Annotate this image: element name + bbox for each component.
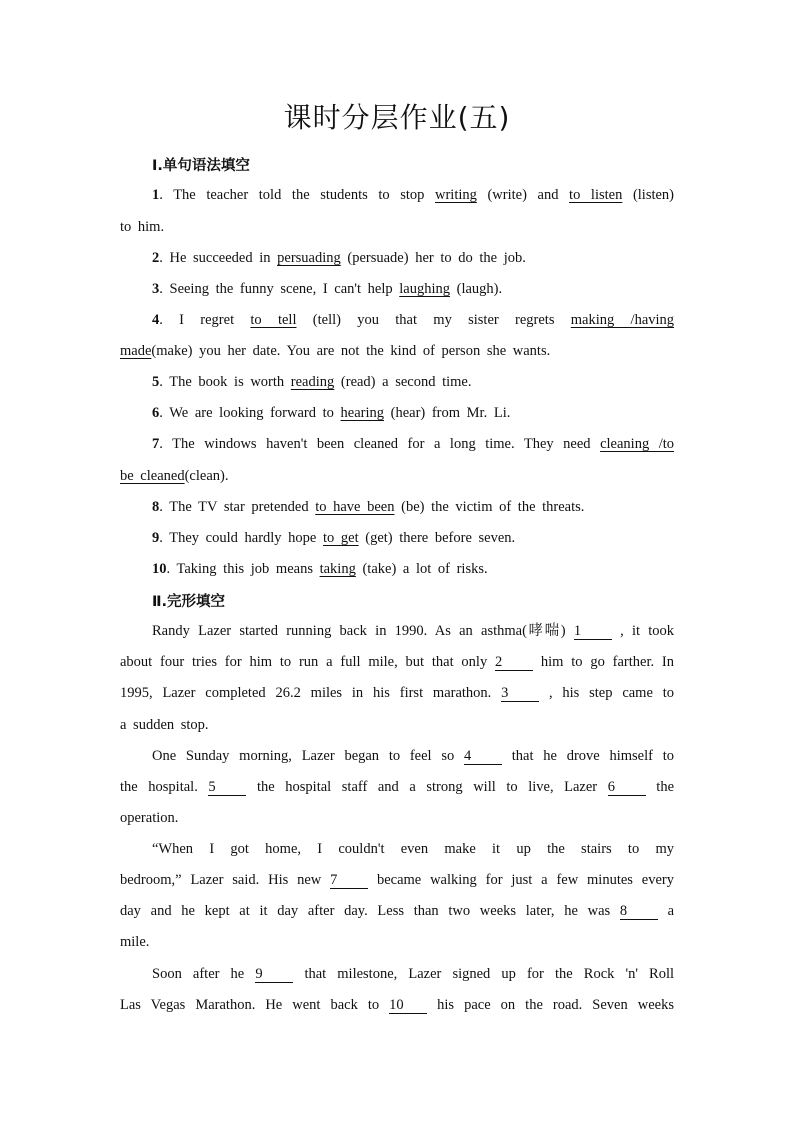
cloze-line: mile.	[120, 934, 150, 950]
cloze-line: Las Vegas Marathon. He went back to 10 his pace on the road. Seven weeks	[120, 997, 674, 1013]
answer: to listen	[569, 187, 623, 203]
blank-7: 7	[330, 872, 368, 889]
question-4: 4. I regret to tell (tell) you that my sister regrets making /having	[152, 312, 675, 328]
cloze-line: bedroom,” Lazer said. His new 7 became walking for just a few minutes every	[120, 872, 674, 888]
blank-10: 10	[389, 997, 427, 1014]
answer: to have been	[315, 499, 395, 515]
page-title: 课时分层作业(五)	[283, 101, 511, 134]
answer: to get	[323, 530, 359, 546]
blank-3: 3	[501, 685, 539, 702]
cloze-line: the hospital. 5 the hospital staff and a strong will to live, Lazer 6 the	[120, 779, 675, 795]
cloze-line: day and he kept at it day after day. Less than two weeks later, he was 8 a	[120, 903, 675, 919]
question-number: 1	[152, 187, 160, 203]
answer: cleaning /to	[600, 436, 675, 452]
question-1: 1. The teacher told the students to stop writing (write) and to listen (listen)	[152, 187, 675, 203]
question-7: 7. The windows haven't been cleaned for a long time. They need cleaning /to	[152, 436, 675, 452]
blank-9: 9	[255, 966, 293, 983]
cloze-line: Soon after he 9 that milestone, Lazer signed up for the Rock 'n' Roll	[152, 966, 675, 982]
blank-5: 5	[208, 779, 246, 796]
question-6: 6. We are looking forward to hearing (hear) from Mr. Li.	[152, 405, 511, 421]
question-10: 10. Taking this job means taking (take) a lot of risks.	[152, 561, 488, 577]
cloze-line: Randy Lazer started running back in 1990. As an asthma(哮喘) 1 , it took	[152, 623, 675, 639]
answer: taking	[319, 561, 356, 577]
answer: persuading	[277, 250, 341, 266]
cloze-line: 1995, Lazer completed 26.2 miles in his first marathon. 3 , his step came to	[120, 685, 674, 701]
blank-4: 4	[464, 748, 502, 765]
answer: be cleaned	[120, 468, 185, 484]
blank-6: 6	[608, 779, 646, 796]
answer: hearing	[340, 405, 384, 421]
answer: to tell	[250, 312, 297, 328]
answer: laughing	[399, 281, 451, 297]
section-heading-grammar: Ⅰ.单句语法填空	[152, 158, 250, 174]
blank-8: 8	[620, 903, 658, 920]
question-3: 3. Seeing the funny scene, I can't help laughing (laugh).	[152, 281, 503, 297]
question-1-continued: to him.	[120, 219, 165, 235]
cloze-line: a sudden stop.	[120, 717, 209, 733]
section-heading-cloze: Ⅱ.完形填空	[152, 594, 226, 610]
blank-1: 1	[574, 623, 612, 640]
answer: making /having	[570, 312, 675, 328]
question-2: 2. He succeeded in persuading (persuade) her to do the job.	[152, 250, 526, 266]
cloze-line: about four tries for him to run a full mile, but that only 2 him to go farther. In	[120, 654, 675, 670]
cloze-line: One Sunday morning, Lazer began to feel so 4 that he drove himself to	[152, 748, 675, 764]
question-5: 5. The book is worth reading (read) a second time.	[152, 374, 472, 390]
answer: writing	[434, 187, 477, 203]
question-7-continued: be cleaned(clean).	[120, 468, 229, 484]
cloze-line: operation.	[120, 810, 179, 826]
blank-2: 2	[495, 654, 533, 671]
answer: made	[120, 343, 152, 359]
question-4-continued: made(make) you her date. You are not the kind of person she wants.	[120, 343, 551, 359]
question-8: 8. The TV star pretended to have been (be) the victim of the threats.	[152, 499, 585, 515]
cloze-line: “When I got home, I couldn't even make it up the stairs to my	[152, 841, 674, 857]
question-9: 9. They could hardly hope to get (get) there before seven.	[152, 530, 516, 546]
answer: reading	[290, 374, 335, 390]
